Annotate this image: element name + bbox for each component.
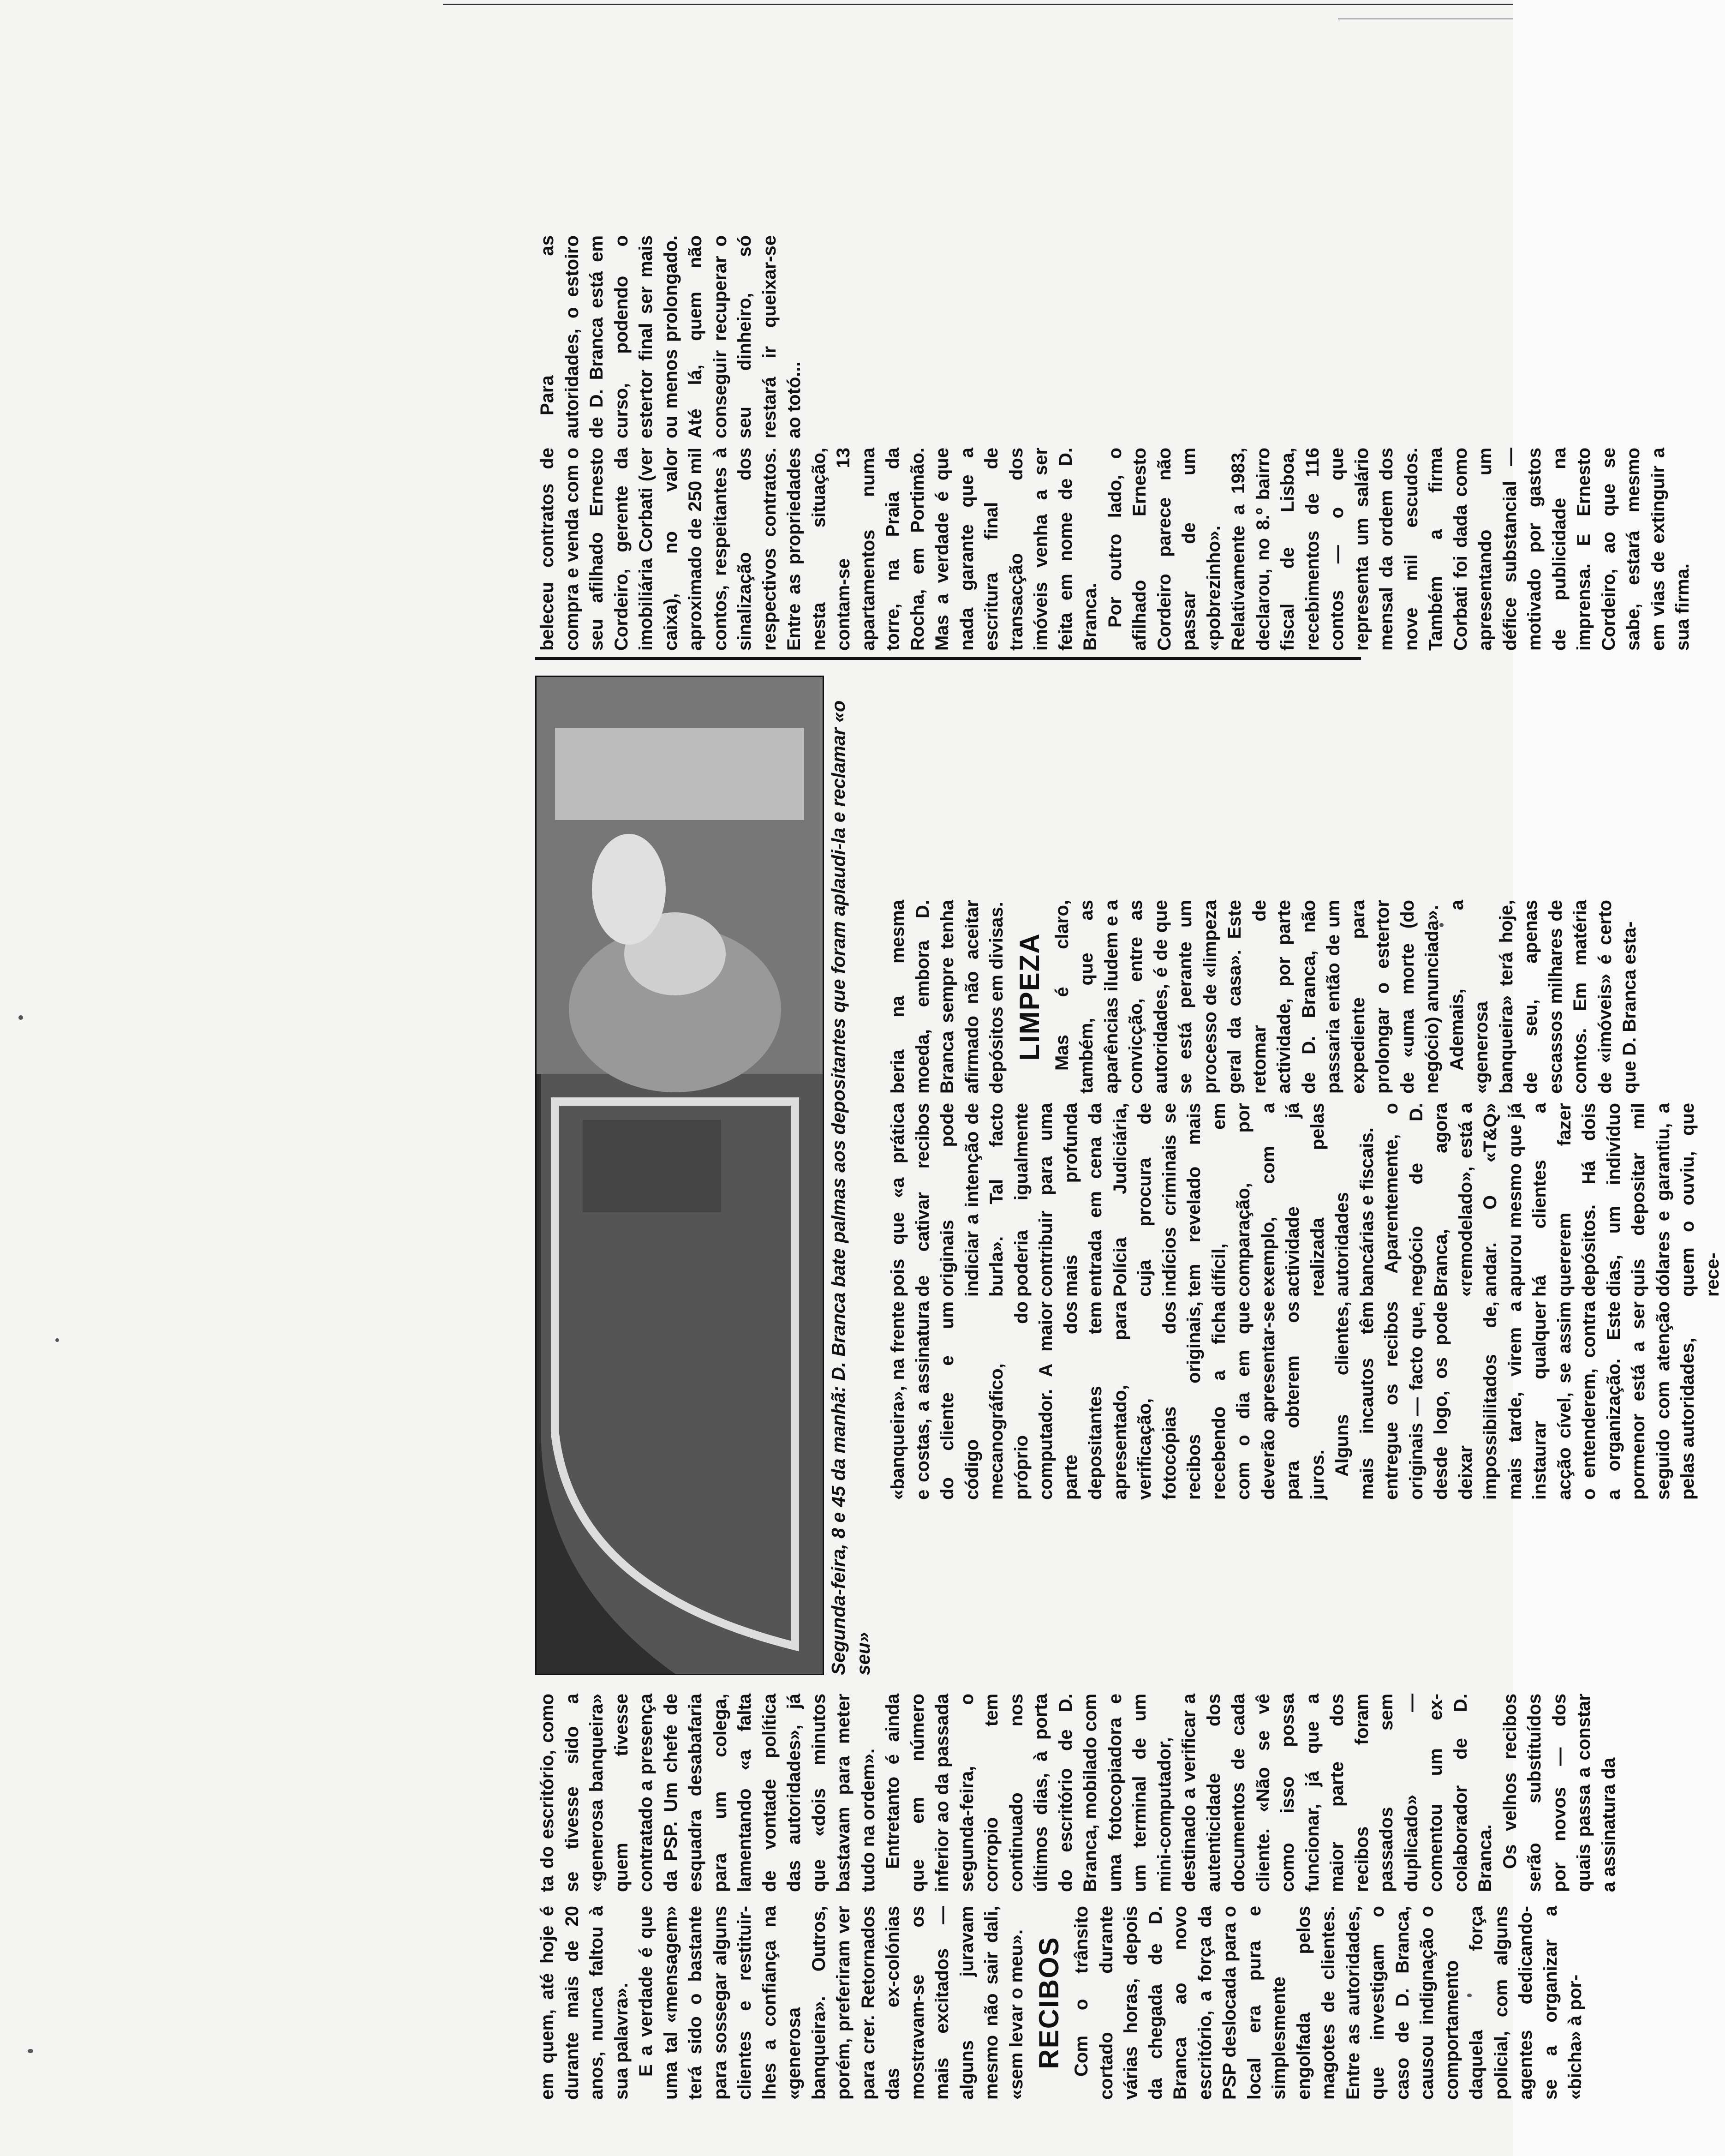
paragraph: ta do escritório, como se tivesse sido a «generosa banqueira» quem tivesse contratado a presença da PSP. Um chefe de esquadra desabafaria para um colega, lamentando «a falta de vontade política das autoridades», já que «dois minutos bastavam para meter tudo na ordem». [537,1694,878,1892]
column-3 [886,1301,1701,1500]
column-7 [535,235,807,438]
column-5 [886,900,1642,1094]
column-1 [535,1906,1588,2100]
column-divider-rule [535,657,1361,660]
paragraph: Aparentemente, o negócio de D. Branca, agora «remodelado», está a andar. O «T&Q» apurou mesmo que já há clientes a quererem fazer depósitos. Há dois dias, um indivíduo quis depositar mil dólares e garantiu, a quem o ouviu, que rece- [1381,1103,1723,1297]
top-rule-secondary [1338,18,1513,19]
paragraph: Os velhos recibos serão substituídos por novos — dos quais passa a constar a assinatura da [1499,1694,1619,1892]
paragraph: «banqueira», na frente e costas, a assinatura do cliente e um código mecanográfico, próprio do computador. A maior parte dos depositantes tem apresentado, para verificação, fotocópias dos recibos originais, recebendo a ficha com o dia em que deverão apresentar-se para obterem os juros. [888,1301,1328,1500]
column-2 [535,1694,1621,1892]
paragraph: em quem, até hoje é durante mais de 20 anos, nunca faltou à sua palavra». [537,1906,632,2100]
speck [55,1338,59,1342]
building-wall [555,728,804,820]
photo-illustration [537,677,823,1674]
column-4 [886,1103,1725,1297]
paragraph: beria na mesma moeda, embora D. Branca sempre tenha afirmado não aceitar depósitos em divisas. [888,900,1007,1094]
car-interior [583,1120,721,1212]
speck [18,1015,23,1020]
paragraph: beleceu contratos de compra e venda com o seu afilhado Ernesto Cordeiro, gerente da imobiliária Corbati (ver caixa), no valor aproximado de 250 mil contos, respeitantes à sinalização dos respectivos contratos. Entre as propriedades nesta situação, contam-se 13 apartamentos numa torre, na Praia da Rocha, em Portimão. Mas a verdade é que nada garante que a escritura final de transacção dos imóveis venha a ser feita em nome de D. Branca. [537,448,1100,651]
news-photo [535,676,824,1675]
paragraph: pois que «a prática de cativar recibos originais pode indiciar a intenção de burla». Tal facto poderia igualmente contribuir para uma mais profunda entrada em cena da Polícia Judiciária, cuja procura de indícios criminais se tem revelado mais difícil, em comparação, por exemplo, com a actividade já realizada pelas autoridades bancárias e fiscais. [888,1103,1377,1297]
paragraph: Para as autoridades, o estoiro de D. Branca está em curso, podendo o estertor final ser mais ou menos prolongado. Até lá, quem não conseguir recuperar o seu dinheiro, só restará ir queixar-se ao totó... [537,235,804,438]
paragraph: Ademais, a «generosa banqueira» terá hoje, de seu, apenas escassos milhares de contos. Em matéria de «imóveis» é certo que D. Branca esta- [1446,900,1640,1094]
paragraph: Entretanto é ainda que em número inferior ao da passada segunda-feira, o corropio tem continuado nos últimos dias, à porta do escritório de D. Branca, mobilado com uma fotocopiadora e um terminal de um mini-computador, destinado a verificar a autenticidade dos documentos de cada cliente. «Não se vê como isso possa funcionar, já que a maior parte dos recibos foram passados sem duplicado» — comentou um ex-colaborador de D. Branca. [883,1694,1495,1892]
column-6 [535,448,1695,651]
photo-caption: Segunda-feira, 8 e 45 da manhã: D. Branca bate palmas aos depositantes que foram aplaudi-la e reclamar «o seu» [828,700,874,1675]
newspaper-clipping [535,88,1723,2109]
paragraph: Com o trânsito cortado durante várias horas, depois da chegada de D. Branca ao novo escritório, a força da PSP deslocada para o local era pura e simplesmente engolfada pelos magotes de clientes. Entre as autoridades, que investigam o caso de D. Branca, causou indignação o comportamento daquela força policial, com alguns agentes dedicando-se a organizar a «bicha» à por- [1071,1906,1585,2100]
paragraph: E a verdade é que uma tal «mensagem» terá sido o bastante para sossegar alguns clientes e restituir-lhes a confiança na «generosa banqueira». Outros, porém, preferiram ver para crer. Retornados das ex-colónias mostravam-se os mais excitados — alguns juravam mesmo não sair dali, «sem levar o meu». [636,1906,1027,2100]
section-heading-recibos: RECIBOS [1033,1936,1064,2069]
speck [28,2049,33,2053]
paragraph: Alguns clientes, mais incautos têm entregue os recibos originais — facto que, desde logo, os pode deixar impossibilitados de, mais tarde, virem a instaurar qualquer acção cível, se assim o entenderem, contra a organização. Este pormenor está a ser seguido com atenção pelas autoridades, [1332,1301,1698,1500]
paragraph: Por outro lado, o afilhado Ernesto Cordeiro parece não passar de um «pobrezinho». Relativamente a 1983, declarou, no 8.º bairro fiscal de Lisboa, recebimentos de 116 contos — o que representa um salário mensal da ordem dos nove mil escudos. Também a firma Corbati foi dada como apresentando um défice substancial — motivado por gastos de publicidade na imprensa. E Ernesto Cordeiro, ao que se sabe, estará mesmo em vias de extinguir a sua firma. [1104,448,1693,651]
top-rule [443,4,1513,5]
paragraph: Mas é claro, também, que as aparências iludem e a convicção, entre as autoridades, é de que se está perante um processo de «limpeza geral da casa». Este retomar de actividade, por parte de D. Branca, não passaria então de um expediente para prolongar o estertor de «uma morte (do negócio) anunciada». [1051,900,1442,1094]
clapping-hands [592,834,666,945]
section-heading-limpeza: LIMPEZA [1014,933,1045,1061]
